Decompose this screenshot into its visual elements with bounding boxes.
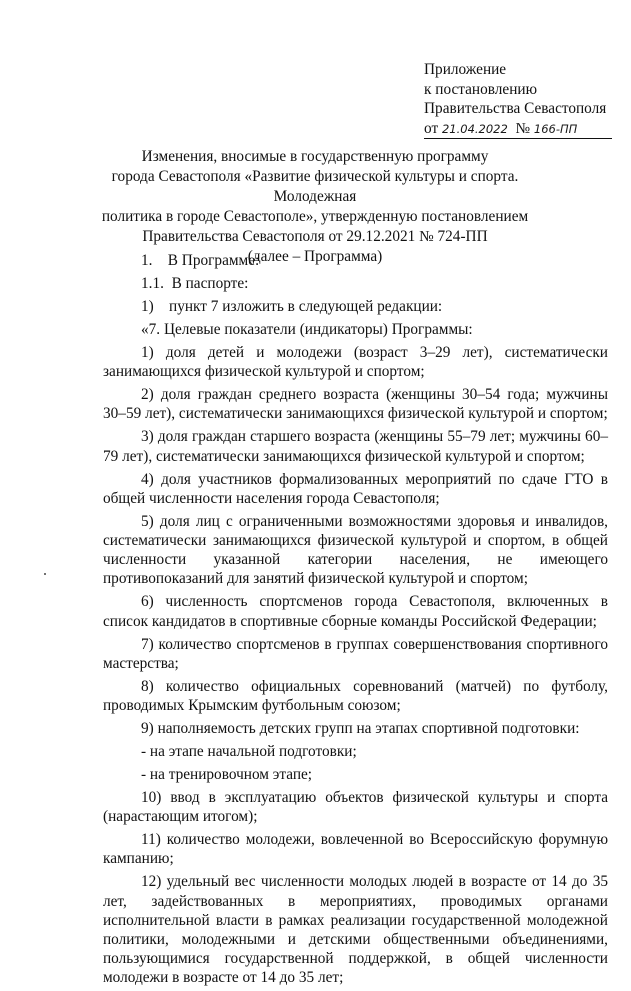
title-line-3: политика в городе Севастополе», утвержденную постановлением [101,208,529,225]
paragraph: 10) ввод в эксплуатацию объектов физической культуры и спорта (нарастающим итогом); [103,789,608,826]
title-line-4: Правительства Севастополя от 29.12.2021 № 724-ПП [142,228,488,245]
paragraph: 7) количество спортсменов в группах совершенствования спортивного мастерства; [103,635,608,672]
annex-date-line [424,119,624,139]
annex-number-prefix: № [515,119,531,137]
paragraph: «7. Целевые показатели (индикаторы) Программы: [141,321,473,338]
document-title [100,147,530,267]
paragraph: 11) количество молодежи, вовлеченной во Всероссийскую форумную кампанию; [103,831,608,868]
paragraph: 5) доля лиц с ограниченными возможностями здоровья и инвалидов, систематически занимающихся физической культурой и спортом, в общей численности указанной категории населения, не имеющего противопоказаний для занятий физической культурой и спортом; [103,512,608,588]
annex-number: 166-ПП [533,121,578,136]
annex-date: 21.04.2022 [441,121,508,136]
paragraph: 8) количество официальных соревнований (матчей) по футболу, проводимых Крымским футбольным союзом; [103,677,608,715]
paragraph: 1.1. В паспорте: [141,275,249,292]
paragraph: 9) наполняемость детских групп на этапах спортивной подготовки: [141,720,580,738]
paragraph: 3) доля граждан старшего возраста (женщины 55–79 лет; мужчины 60–79 лет), систематически занимающихся физической культурой и спортом; [103,428,608,465]
paragraph: 4) доля участников формализованных мероприятий по сдаче ГТО в общей численности населения города Севастополя; [103,470,608,507]
paragraph: 6) численность спортсменов города Севастополя, включенных в список кандидатов в спортивные сборные команды Российской Федерации; [103,593,608,630]
paragraph: - на тренировочном этапе; [141,766,313,784]
paragraph: 12) удельный вес численности молодых людей в возрасте от 14 до 35 лет, задействованных в мероприятиях, проводимых органами исполнительной власти в рамках реализации государственной молодежной политики, молодежными и детскими общественными объединениями, пользующимися государственной поддержкой, в общей численности молодежи в возрасте от 14 до 35 лет; [103,873,608,987]
paragraph: - на этапе начальной подготовки; [141,743,357,761]
annex-date-prefix: от [424,119,439,137]
paragraph: 1) пункт 7 изложить в следующей редакции: [141,298,443,315]
annex-line-3: Правительства Севастополя [424,100,607,117]
annex-date-underline [424,120,612,139]
annex-header [424,60,624,139]
title-line-1: Изменения, вносимые в государственную программу [141,148,489,165]
title-line-5: (далее – Программа) [247,248,383,265]
paragraph: 2) доля граждан среднего возраста (женщины 30–54 года; мужчины 30–59 лет), систематически занимающихся физической культурой и спортом; [103,386,608,423]
document-body [103,251,608,991]
scan-speck [44,573,46,575]
annex-line-1: Приложение [424,61,507,78]
paragraph: 1. В Программе: [141,252,260,269]
title-line-2: города Севастополя «Развитие физической культуры и спорта. Молодежная [111,168,519,205]
annex-line-2: к постановлению [424,80,538,98]
paragraph: 1) доля детей и молодежи (возраст 3–29 лет), систематически занимающихся физической культурой и спортом; [103,344,608,381]
